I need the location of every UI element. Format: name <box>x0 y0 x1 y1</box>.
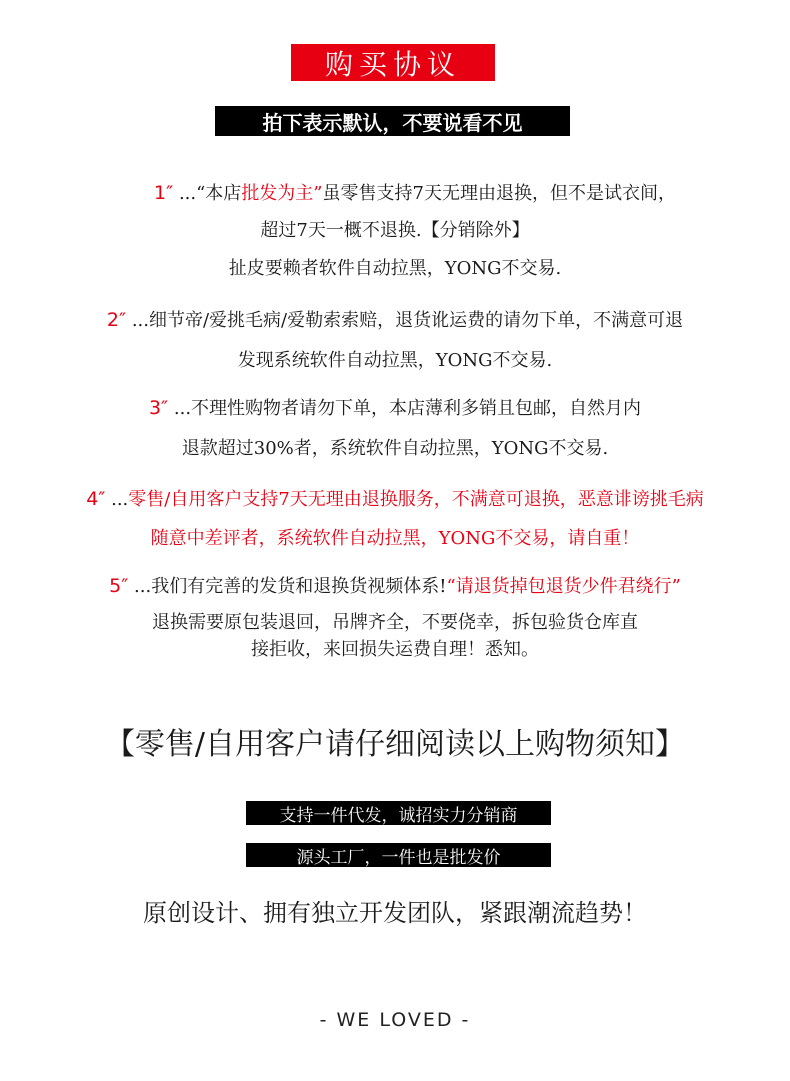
rule-4-number: 4″ <box>86 488 106 510</box>
rule-3-text: ...不理性购物者请勿下单，本店薄利多销且包邮，自然月内 <box>173 398 642 419</box>
rule-3-line-2: 退款超过30%者，系统软件自动拉黑，YONG不交易. <box>181 438 609 459</box>
rule-4-highlight: 零售/自用客户支持7天无理由退换服务，不满意可退换，恶意诽谤挑毛病 <box>128 489 704 510</box>
rule-2-line-1 <box>0 308 790 333</box>
rule-2-text: ...细节帝/爱挑毛病/爱勒索索赔，退货讹运费的请勿下单，不满意可退 <box>131 310 684 331</box>
brand-slogan: 原创设计、拥有独立开发团队，紧跟潮流趋势！ <box>143 899 647 927</box>
rule-1-text-rest: 虽零售支持7天无理由退换，但不是试衣间， <box>322 183 676 204</box>
rule-3-line-1 <box>0 396 790 421</box>
rule-1-highlight: 批发为主” <box>241 183 323 204</box>
reading-notice: 【零售/自用客户请仔细阅读以上购物须知】 <box>104 727 686 762</box>
rule-2-line-2: 发现系统软件自动拉黑，YONG不交易. <box>237 350 553 371</box>
rule-4-line-2: 随意中差评者，系统软件自动拉黑，YONG不交易，请自重！ <box>150 528 640 549</box>
rule-1-line-1 <box>20 181 790 206</box>
rule-1-line-3: 扯皮要赖者软件自动拉黑，YONG不交易. <box>228 258 562 279</box>
rule-4-text: ... <box>111 489 129 510</box>
factory-badge: 源头工厂，一件也是批发价 <box>246 843 551 867</box>
subtitle-banner: 拍下表示默认，不要说看不见 <box>215 106 570 136</box>
rule-1-number: 1″ <box>154 182 174 204</box>
rule-5-text: ...我们有完善的发货和退换货视频体系! <box>134 576 447 597</box>
rule-5-number: 5″ <box>109 575 129 597</box>
footer-tagline: - WE LOVED - <box>319 1009 471 1031</box>
rule-1-text: ...“本店 <box>178 183 242 204</box>
rule-2-number: 2″ <box>106 309 127 331</box>
rule-5-highlight: “请退货掉包退货少件君绕行” <box>446 576 681 597</box>
rule-1-line-2: 超过7天一概不退换.【分销除外】 <box>260 220 530 241</box>
rule-4-line-1 <box>0 487 790 512</box>
dropship-badge: 支持一件代发，诚招实力分销商 <box>246 801 551 825</box>
rule-5-line-1 <box>0 574 790 599</box>
rule-3-number: 3″ <box>148 397 169 419</box>
page-title: 购买协议 <box>291 44 495 81</box>
rule-5-line-2: 退换需要原包装退回，吊牌齐全，不要侥幸，拆包验货仓库直 <box>152 612 638 633</box>
rule-5-line-3: 接拒收，来回损失运费自理！悉知。 <box>251 639 539 660</box>
